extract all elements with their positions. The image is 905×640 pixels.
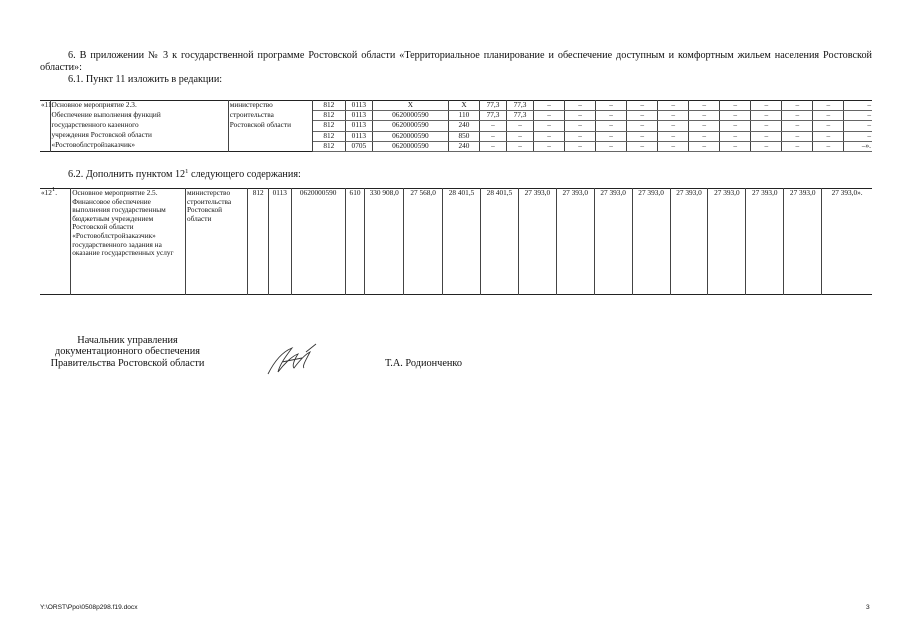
- table-cell: –: [479, 141, 506, 151]
- paragraph-6-2-tail: следующего содержания:: [188, 169, 301, 180]
- table-row: [40, 131, 872, 141]
- table-cell: –: [844, 131, 872, 141]
- executor-cell: [228, 141, 312, 151]
- table-cell: –: [813, 111, 844, 121]
- table-cell: –: [479, 131, 506, 141]
- table-cell: 28 401,5: [443, 189, 481, 295]
- table-cell: –: [596, 111, 627, 121]
- table-cell: –: [689, 141, 720, 151]
- table-cell: –: [658, 141, 689, 151]
- table-cell: –: [782, 131, 813, 141]
- table-cell: –: [565, 141, 596, 151]
- event-cell: государственного казенного: [50, 121, 228, 131]
- row-number: [40, 131, 50, 141]
- table-cell: 27 393,0: [708, 189, 746, 295]
- table-row: [40, 111, 872, 121]
- table-cell: 27 393,0: [556, 189, 594, 295]
- table-cell: 27 393,0: [632, 189, 670, 295]
- table-cell: –: [689, 131, 720, 141]
- table-cell: –: [751, 111, 782, 121]
- table-row: [40, 121, 872, 131]
- row-number: [40, 121, 50, 131]
- paragraph-6-1: 6.1. Пункт 11 изложить в редакции:: [68, 74, 223, 85]
- table-cell: 812: [312, 141, 345, 151]
- page-number: 3: [866, 604, 870, 611]
- table-cell: –: [534, 111, 565, 121]
- table-cell: Х: [448, 101, 479, 111]
- table-cell: –: [720, 141, 751, 151]
- table-cell: –: [751, 121, 782, 131]
- table-cell: –: [658, 131, 689, 141]
- position-line: Начальник управления: [77, 335, 178, 346]
- table-cell: 27 393,0: [746, 189, 784, 295]
- table-cell: –: [627, 131, 658, 141]
- footer-file-path: Y:\ORST\Ppo\0508p298.f19.docx: [40, 604, 138, 611]
- table-cell: –: [627, 121, 658, 131]
- table-cell: 77,3: [479, 101, 506, 111]
- table-cell: –: [658, 111, 689, 121]
- table-cell: 610: [345, 189, 364, 295]
- table-row: [40, 101, 872, 111]
- table-cell: 0620000590: [372, 121, 448, 131]
- table-cell: –: [689, 111, 720, 121]
- table-cell: –: [751, 141, 782, 151]
- table-cell: 77,3: [479, 111, 506, 121]
- table-cell: 0705: [345, 141, 372, 151]
- event-cell: Обеспечение выполнения функций: [50, 111, 228, 121]
- table-cell: –: [479, 121, 506, 131]
- table-cell: –: [596, 131, 627, 141]
- table-cell: 850: [448, 131, 479, 141]
- handwritten-signature: [262, 340, 322, 380]
- table-cell: 27 393,0: [518, 189, 556, 295]
- table-cell: –: [751, 131, 782, 141]
- row-number: «11.: [41, 100, 54, 109]
- table-cell: 0113: [345, 101, 372, 111]
- table-row: [40, 141, 872, 151]
- table-cell: 27 393,0: [594, 189, 632, 295]
- event-cell: Основное мероприятие 2.3.: [50, 101, 228, 111]
- table-cell: –: [782, 121, 813, 131]
- paragraph-6-2: [68, 169, 301, 181]
- table-cell: –: [844, 101, 872, 111]
- event-cell: Основное мероприятие 2.5. Финансовое обеспечение выполнения государственным бюджетным учреждением Ростовской области «Ростовоблстройзаказчик» государственного задания на оказание государственных услуг: [71, 189, 186, 295]
- table-cell: –: [507, 141, 534, 151]
- table-cell: –: [565, 121, 596, 131]
- table-cell: 0113: [268, 189, 291, 295]
- table-cell: –: [534, 101, 565, 111]
- table-cell: –: [627, 141, 658, 151]
- table-cell: –: [844, 111, 872, 121]
- table-cell: 27 393,0».: [822, 189, 872, 295]
- table-item-12-1: [40, 188, 872, 295]
- table-cell: 812: [312, 131, 345, 141]
- row-number: [40, 141, 50, 151]
- table-cell: –: [720, 101, 751, 111]
- table-cell: 0113: [345, 121, 372, 131]
- table-cell: 0620000590: [372, 111, 448, 121]
- executor-cell: строительства: [228, 111, 312, 121]
- executor-cell: министерство строительства Ростовской области: [185, 189, 248, 295]
- table-cell: –: [844, 121, 872, 131]
- signature-position: [40, 335, 215, 369]
- table-cell: –: [813, 131, 844, 141]
- table-cell: –: [534, 121, 565, 131]
- table-cell: 330 908,0: [365, 189, 404, 295]
- table-cell: –: [720, 121, 751, 131]
- table-cell: –: [782, 111, 813, 121]
- paragraph-6: 6. В приложении № 3 к государственной программе Ростовской области «Территориальное планирование и обеспечение доступным и комфортным жильем населения Ростовской области»:: [40, 50, 872, 73]
- event-cell: «Ростовоблстройзаказчик»: [50, 141, 228, 151]
- table-cell: –: [534, 141, 565, 151]
- table-cell: –».: [844, 141, 872, 151]
- table-cell: 77,3: [507, 111, 534, 121]
- table-cell: 240: [448, 121, 479, 131]
- table-cell: –: [813, 121, 844, 131]
- table-cell: –: [813, 101, 844, 111]
- paragraph-6-2-text: 6.2. Дополнить пунктом 12: [68, 169, 186, 180]
- table-cell: –: [507, 121, 534, 131]
- table-cell: 240: [448, 141, 479, 151]
- table-cell: 812: [312, 111, 345, 121]
- table-cell: –: [596, 121, 627, 131]
- table-cell: –: [720, 111, 751, 121]
- table-cell: –: [534, 131, 565, 141]
- table-cell: 27 393,0: [670, 189, 708, 295]
- table-cell: –: [751, 101, 782, 111]
- table-cell: –: [689, 121, 720, 131]
- signatory-name: Т.А. Родионченко: [385, 358, 463, 369]
- table-cell: 812: [248, 189, 268, 295]
- table-cell: 0620000590: [291, 189, 345, 295]
- row-number: «$12^1$.: [40, 189, 71, 295]
- table-cell: –: [782, 141, 813, 151]
- table-cell: 27 393,0: [784, 189, 822, 295]
- table-cell: 0620000590: [372, 131, 448, 141]
- event-cell: учреждения Ростовской области: [50, 131, 228, 141]
- position-line: Правительства Ростовской области: [50, 357, 205, 369]
- table-row: [40, 189, 872, 295]
- table-cell: –: [627, 111, 658, 121]
- executor-cell: Ростовской области: [228, 121, 312, 131]
- table-cell: –: [782, 101, 813, 111]
- executor-cell: министерство: [228, 101, 312, 111]
- table-cell: 812: [312, 121, 345, 131]
- table-cell: –: [720, 131, 751, 141]
- table-cell: 77,3: [507, 101, 534, 111]
- executor-cell: [228, 131, 312, 141]
- table-cell: 110: [448, 111, 479, 121]
- table-cell: –: [507, 131, 534, 141]
- table-cell: 0113: [345, 131, 372, 141]
- table-cell: –: [565, 111, 596, 121]
- table-cell: 27 568,0: [404, 189, 443, 295]
- table-item-11: [40, 100, 872, 152]
- position-line: документационного обеспечения: [54, 346, 201, 358]
- table-cell: 812: [312, 101, 345, 111]
- table-cell: –: [689, 101, 720, 111]
- table-cell: –: [658, 121, 689, 131]
- table-cell: 0113: [345, 111, 372, 121]
- superscript: 1: [185, 168, 189, 175]
- table-cell: –: [565, 101, 596, 111]
- table-cell: –: [565, 131, 596, 141]
- table-cell: 28 401,5: [481, 189, 519, 295]
- table-cell: –: [596, 101, 627, 111]
- table-cell: Х: [372, 101, 448, 111]
- table-cell: 0620000590: [372, 141, 448, 151]
- row-number: [40, 111, 50, 121]
- table-cell: –: [813, 141, 844, 151]
- table-cell: –: [596, 141, 627, 151]
- table-cell: –: [627, 101, 658, 111]
- table-cell: –: [658, 101, 689, 111]
